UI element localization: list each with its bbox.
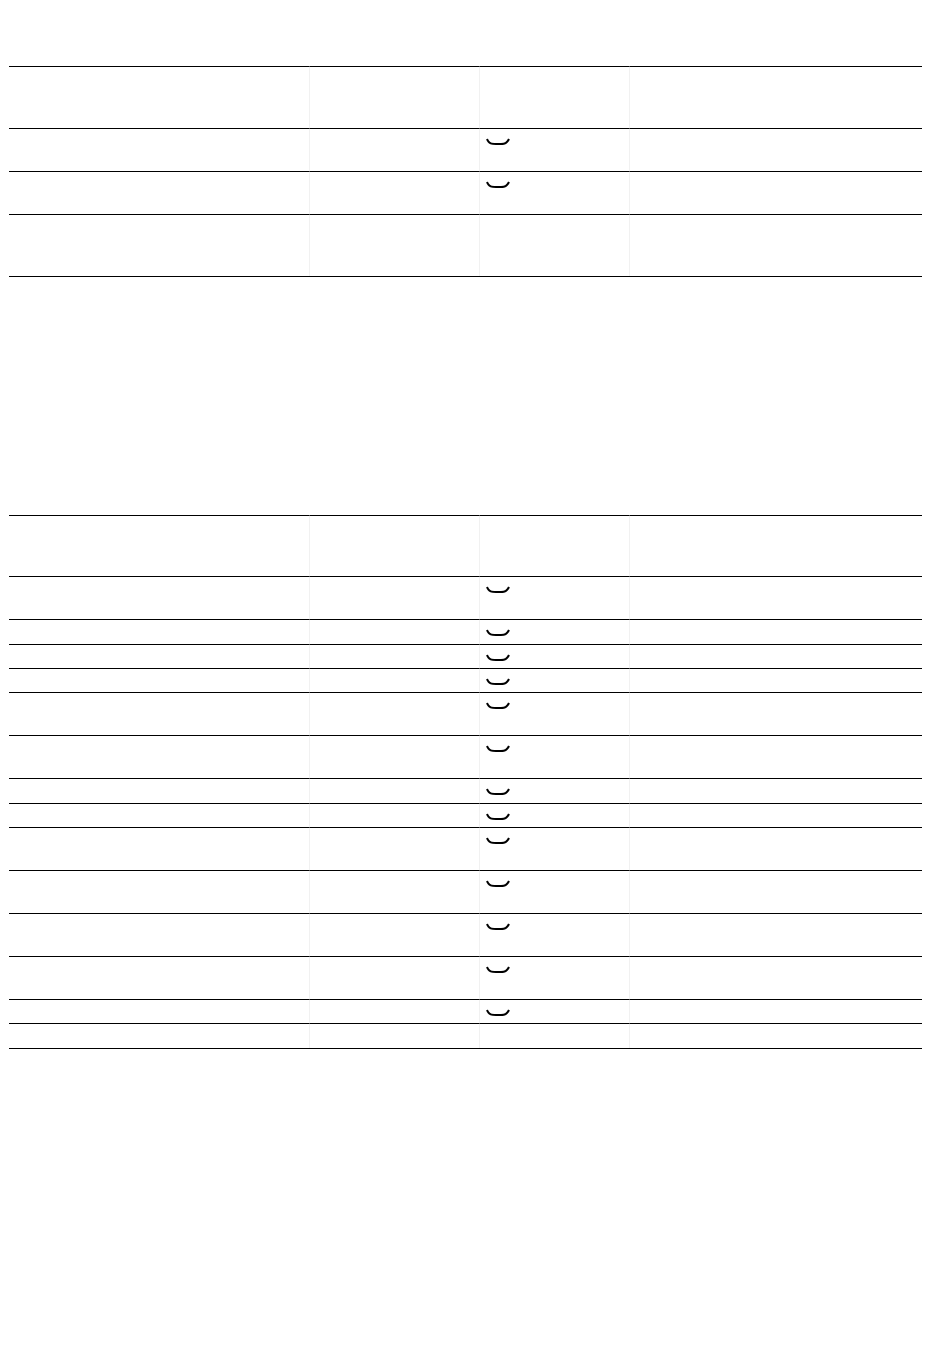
table-row bbox=[9, 735, 922, 778]
brace-tilde-icon bbox=[486, 1008, 511, 1018]
brace-tilde-icon bbox=[486, 965, 511, 975]
table-row bbox=[9, 515, 922, 576]
table-row bbox=[9, 692, 922, 735]
table-lower bbox=[9, 0, 922, 1060]
table-row bbox=[9, 999, 922, 1023]
brace-tilde-icon bbox=[486, 744, 511, 754]
table-row bbox=[9, 778, 922, 803]
brace-tilde-icon bbox=[486, 677, 511, 687]
table-row bbox=[9, 576, 922, 619]
table-row bbox=[9, 956, 922, 999]
brace-tilde-icon bbox=[486, 653, 511, 663]
brace-tilde-icon bbox=[486, 812, 511, 822]
brace-tilde-icon bbox=[486, 922, 511, 932]
table-row bbox=[9, 1023, 922, 1048]
brace-tilde-icon bbox=[486, 879, 511, 889]
brace-tilde-icon bbox=[486, 836, 511, 846]
brace-tilde-icon bbox=[486, 787, 511, 797]
table-row bbox=[9, 619, 922, 644]
brace-tilde-icon bbox=[486, 628, 511, 638]
table-row bbox=[9, 827, 922, 870]
table-row bbox=[9, 870, 922, 913]
table-row bbox=[9, 644, 922, 668]
brace-tilde-icon bbox=[486, 585, 511, 595]
table-row bbox=[9, 913, 922, 956]
brace-tilde-icon bbox=[486, 701, 511, 711]
table-row bbox=[9, 803, 922, 827]
table-row bbox=[9, 668, 922, 692]
table-lower-rule bbox=[9, 1048, 922, 1049]
